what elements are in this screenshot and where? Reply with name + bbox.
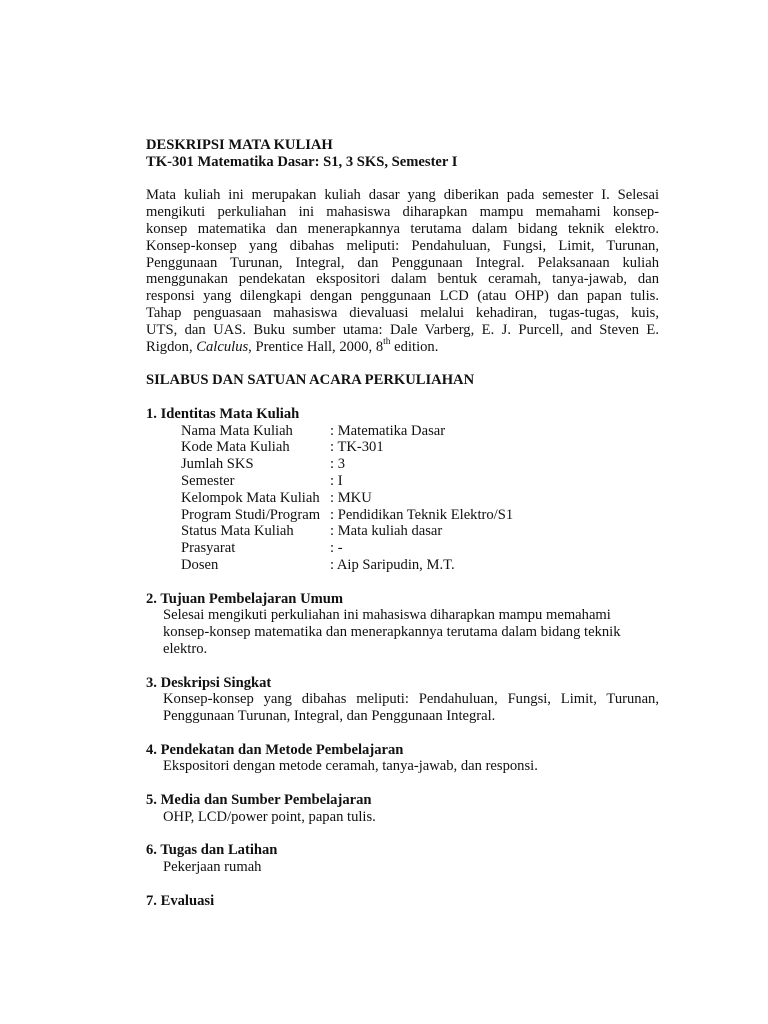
intro-line: Penggunaan Turunan, Integral, dan Penggunaan Integral. Pelaksanaan kuliah [146, 254, 659, 271]
identity-value: : Mata kuliah dasar [330, 523, 443, 540]
section-2-line: Selesai mengikuti perkuliahan ini mahasiswa diharapkan mampu memahami [163, 607, 611, 624]
identity-value: : TK-301 [330, 439, 384, 456]
section-5-heading: 5. Media dan Sumber Pembelajaran [146, 792, 372, 809]
intro-line: konsep matematika dan menerapkannya terutama dalam bidang teknik elektro. [146, 220, 659, 237]
course-subtitle: TK-301 Matematika Dasar: S1, 3 SKS, Semester I [146, 153, 458, 170]
intro-line: Tahap penguasaan mahasiswa dievaluasi melalui kehadiran, tugas-tugas, kuis, [146, 304, 659, 321]
intro-line: Konsep-konsep yang dibahas meliputi: Pendahuluan, Fungsi, Limit, Turunan, [146, 237, 659, 254]
identity-value: : Pendidikan Teknik Elektro/S1 [330, 506, 514, 523]
identity-row [181, 439, 659, 456]
section-2-line: konsep-konsep matematika dan menerapkannya terutama dalam bidang teknik [163, 624, 621, 641]
book-title: Calculus [196, 338, 249, 355]
section-1-heading: 1. Identitas Mata Kuliah [146, 405, 300, 422]
section-2-line: elektro. [163, 640, 208, 657]
identity-table [181, 423, 659, 574]
section-5-body [146, 809, 659, 826]
intro-line: UTS, dan UAS. Buku sumber utama: Dale Varberg, E. J. Purcell, and Steven E. [146, 321, 659, 338]
identity-row [181, 456, 659, 473]
identity-label: Program Studi/Program [181, 506, 321, 523]
section-3-line: Konsep-konsep yang dibahas meliputi: Pendahuluan, Fungsi, Limit, Turunan, [163, 691, 659, 708]
identity-label: Kode Mata Kuliah [181, 439, 290, 456]
spacer [146, 658, 659, 675]
identity-row [181, 507, 659, 524]
intro-last-mid: , Prentice Hall, 2000, 8 [248, 338, 384, 355]
identity-row [181, 423, 659, 440]
identity-label: Status Mata Kuliah [181, 523, 294, 540]
section-6-text: Pekerjaan rumah [163, 859, 262, 876]
section-6-body [146, 859, 659, 876]
identity-value: : - [330, 540, 343, 557]
spacer [146, 574, 659, 591]
section-6-heading: 6. Tugas dan Latihan [146, 842, 278, 859]
spacer [146, 725, 659, 742]
identity-row [181, 523, 659, 540]
identity-value: : MKU [330, 489, 372, 506]
identity-row [181, 473, 659, 490]
spacer [146, 389, 659, 406]
section-4-text: Ekspositori dengan metode ceramah, tanya-jawab, dan responsi. [163, 758, 538, 775]
identity-row [181, 490, 659, 507]
spacer [146, 171, 659, 188]
edition-superscript: th [383, 336, 391, 347]
identity-label: Jumlah SKS [181, 456, 254, 473]
section-4-heading: 4. Pendekatan dan Metode Pembelajaran [146, 741, 404, 758]
spacer [146, 775, 659, 792]
section-3-body [146, 691, 659, 725]
spacer [146, 826, 659, 843]
document-title: DESKRIPSI MATA KULIAH [146, 137, 333, 153]
identity-row [181, 540, 659, 557]
identity-value: : Matematika Dasar [330, 422, 446, 439]
identity-value: : 3 [330, 456, 345, 473]
identity-label: Prasyarat [181, 540, 236, 557]
intro-last-line [146, 336, 659, 356]
identity-label: Semester [181, 472, 235, 489]
silabus-heading: SILABUS DAN SATUAN ACARA PERKULIAHAN [146, 372, 475, 389]
section-2-heading: 2. Tujuan Pembelajaran Umum [146, 590, 344, 607]
section-3-heading: 3. Deskripsi Singkat [146, 674, 272, 691]
intro-last-pre: Rigdon, [146, 338, 197, 355]
identity-value: : Aip Saripudin, M.T. [330, 556, 455, 573]
intro-line: Mata kuliah ini merupakan kuliah dasar yang diberikan pada semester I. Selesai [146, 187, 659, 204]
intro-line: mengikuti perkuliahan ini mahasiswa diharapkan mampu memahami konsep- [146, 204, 659, 221]
section-7-heading: 7. Evaluasi [146, 892, 215, 909]
intro-line: responsi yang dilengkapi dengan penggunaan LCD (atau OHP) dan papan tulis. [146, 288, 659, 305]
intro-line: menggunakan pendekatan ekspositori dalam bentuk ceramah, tanya-jawab, dan [146, 271, 659, 288]
identity-label: Dosen [181, 556, 219, 573]
spacer [146, 355, 659, 372]
spacer [146, 876, 659, 893]
intro-paragraph [146, 187, 659, 355]
document-content [146, 137, 659, 910]
section-3-line: Penggunaan Turunan, Integral, dan Penggunaan Integral. [163, 708, 496, 725]
section-2-body [146, 607, 659, 657]
section-5-text: OHP, LCD/power point, papan tulis. [163, 808, 376, 825]
identity-label: Kelompok Mata Kuliah [181, 489, 320, 506]
section-4-body [146, 758, 659, 775]
identity-row [181, 557, 659, 574]
identity-value: : I [330, 472, 343, 489]
identity-label: Nama Mata Kuliah [181, 422, 293, 439]
intro-last-post: edition. [390, 338, 439, 355]
